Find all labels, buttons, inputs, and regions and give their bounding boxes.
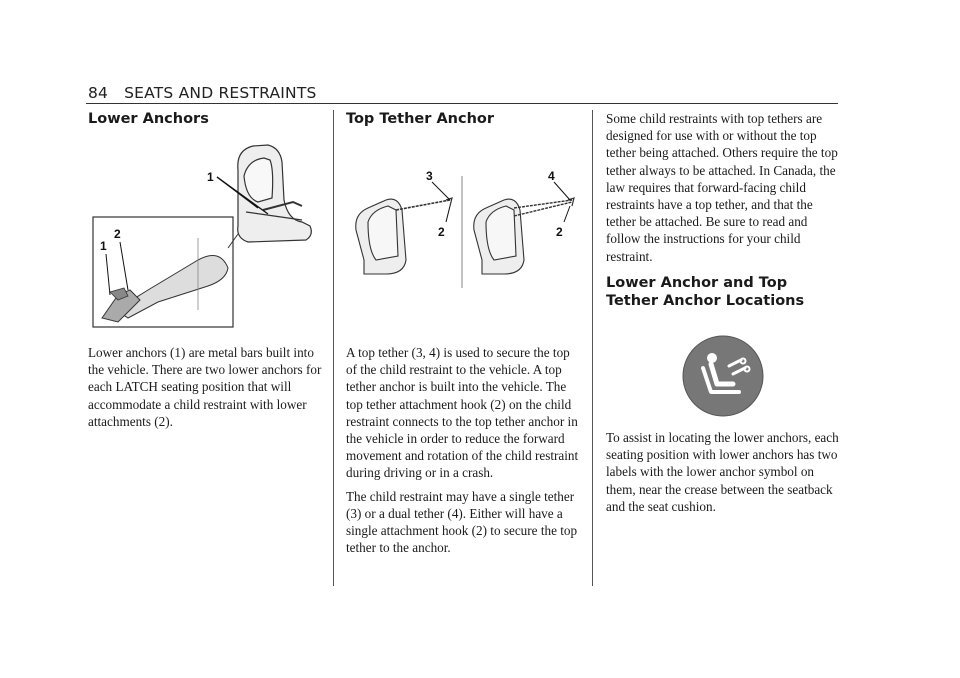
top-tether-paragraph-2: The child restraint may have a single tether (3) or a dual tether (4). Either will have a single attachment hook (2) to secure the top tether to the anchor. xyxy=(346,488,578,556)
column-divider xyxy=(333,110,334,586)
header-rule xyxy=(86,103,838,104)
callout-2: 2 xyxy=(114,227,121,241)
callout-2-right: 2 xyxy=(556,225,563,239)
lower-anchors-illustration xyxy=(88,140,328,340)
lower-anchors-text xyxy=(88,344,326,430)
column-top-tether xyxy=(346,110,582,128)
callout-1-top: 1 xyxy=(207,170,214,184)
callout-2-left: 2 xyxy=(438,225,445,239)
column-anchor-locations xyxy=(606,110,844,310)
callout-3: 3 xyxy=(426,170,433,183)
anchor-locations-text xyxy=(606,429,844,515)
heading-anchor-locations: Lower Anchor and Top Tether Anchor Locations xyxy=(606,274,805,309)
section-title: SEATS AND RESTRAINTS xyxy=(124,84,317,102)
column-lower-anchors xyxy=(88,110,323,128)
lower-anchors-paragraph: Lower anchors (1) are metal bars built into the vehicle. There are two lower anchors for each LATCH seating position that will accommodate a child restraint with lower attachments (2). xyxy=(88,345,322,429)
heading-top-tether-anchor: Top Tether Anchor xyxy=(346,111,495,127)
tether-requirements-paragraph: Some child restraints with top tethers are designed for use with or without the top tether being attached. Others require the top tether always to be attached. In Canada, the law requires that forward-facing child restraints have a top tether, and that the tether be attached. Be sure to read and follow the instructions for your child restraint. xyxy=(606,111,838,264)
column-divider xyxy=(592,110,593,586)
callout-1-inset: 1 xyxy=(100,239,107,253)
top-tether-paragraph-1: A top tether (3, 4) is used to secure the top of the child restraint to the vehicle. A top tether anchor is built into the vehicle. The top tether attachment hook (2) on the child restraint connects to the top tether anchor in the vehicle in order to reduce the forward movement and rotation of the child restraint during driving or in a crash. xyxy=(346,345,579,481)
page-header xyxy=(88,84,317,102)
anchor-labels-paragraph: To assist in locating the lower anchors, each seating position with lower anchors has two labels with the lower anchor symbol on them, near the crease between the seatback and the seat cushion. xyxy=(606,430,839,514)
page-number: 84 xyxy=(88,84,109,102)
lower-anchor-symbol-icon xyxy=(681,334,765,423)
callout-4: 4 xyxy=(548,170,555,183)
top-tether-illustration xyxy=(346,170,582,295)
heading-lower-anchors: Lower Anchors xyxy=(88,111,209,127)
top-tether-text xyxy=(346,344,582,556)
